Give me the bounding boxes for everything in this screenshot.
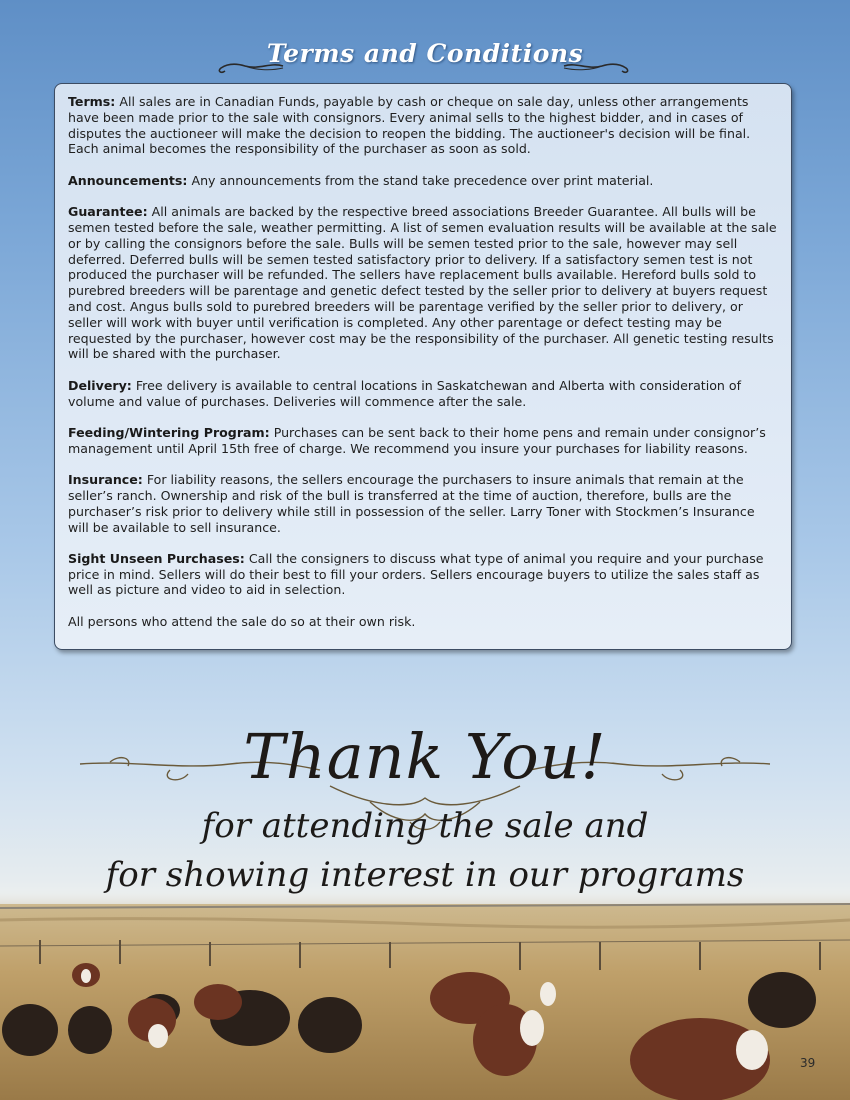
term-label: Terms: bbox=[68, 94, 116, 109]
term-text: All persons who attend the sale do so at their own risk. bbox=[68, 613, 416, 629]
term-text: All animals are backed by the respective breed associations Breeder Guarantee. All bulls will be semen tested before the sale, weather permitting. A list of semen evaluation results will be available at the sale or by calling the consignors before the sale. Bulls will be semen tested prior to the sale, however may sell deferred. Deferred bulls will be semen tested satisfactory prior to delivery. If a satisfactory semen test is not produced the purchaser will be refunded. The sellers have replacement bulls available. Hereford bulls sold to purebred breeders will be parentage and genetic defect tested by the seller prior to delivery at buyers request and cost. Angus bulls sold to purebred breeders will be parentage verified by the seller prior to delivery, or seller will work with buyer until verification is completed. Any other parentage or defect testing may be requested by the purchaser, however cost may be the responsibility of the purchaser. All genetic testing results will be shared with the purchaser. bbox=[68, 204, 777, 362]
term-label: Sight Unseen Purchases: bbox=[68, 550, 245, 566]
prairie-cattle-image bbox=[0, 890, 850, 1100]
thank-you-line-2: for showing interest in our programs bbox=[105, 855, 745, 895]
title-banner bbox=[0, 34, 850, 74]
term-label: Feeding/Wintering Program: bbox=[68, 424, 270, 440]
term-text: Call the consigners to discuss what type of animal you require and your purchase price in mind. Sellers will do their best to fill your orders. Sellers encourage buyers to utilize the sales staff as well as picture and video to aid in selection. bbox=[68, 550, 764, 598]
term-announcements bbox=[68, 173, 778, 189]
page-number: 39 bbox=[800, 1056, 816, 1070]
term-text: Purchases can be sent back to their home pens and remain under consignor’s management until April 15th free of charge. We recommend you insure your purchases for liability reasons. bbox=[68, 424, 766, 456]
term-attendance-risk bbox=[68, 614, 778, 630]
term-text: Free delivery is available to central locations in Saskatchewan and Alberta with consideration of volume and value of purchases. Deliveries will commence after the sale. bbox=[68, 377, 742, 409]
page-title: Terms and Conditions bbox=[266, 39, 584, 68]
term-guarantee bbox=[68, 204, 778, 362]
term-text: All sales are in Canadian Funds, payable by cash or cheque on sale day, unless other arrangements have been made prior to the sale with consignors. Every animal sells to the highest bidder, and in cases of disputes the auctioneer will make the decision to reopen the bidding. The auctioneer's decision will be final. Each animal becomes the responsibility of the purchaser as soon as sold. bbox=[68, 94, 751, 157]
thank-you-heading: Thank You! bbox=[243, 720, 607, 793]
term-label: Delivery: bbox=[68, 377, 132, 393]
term-sight-unseen bbox=[68, 551, 778, 598]
term-delivery bbox=[68, 378, 778, 410]
term-terms bbox=[68, 94, 778, 157]
term-label: Announcements: bbox=[68, 172, 188, 188]
term-text: For liability reasons, the sellers encourage the purchasers to insure animals that remain at the seller’s ranch. Ownership and risk of the bull is transferred at the time of auction, therefore, bulls are the purchaser’s risk prior to delivery while still in possession of the seller. Larry Toner with Stockmen’s Insurance will be available to sell insurance. bbox=[68, 472, 755, 535]
term-feeding-wintering bbox=[68, 425, 778, 457]
term-text: Any announcements from the stand take precedence over print material. bbox=[187, 172, 654, 188]
flourish-right-ornament bbox=[562, 56, 632, 76]
term-label: Insurance: bbox=[68, 472, 143, 488]
thank-you-line-1: for attending the sale and bbox=[201, 806, 649, 846]
term-label: Guarantee: bbox=[68, 204, 148, 220]
terms-box bbox=[54, 83, 792, 650]
term-insurance bbox=[68, 472, 778, 535]
